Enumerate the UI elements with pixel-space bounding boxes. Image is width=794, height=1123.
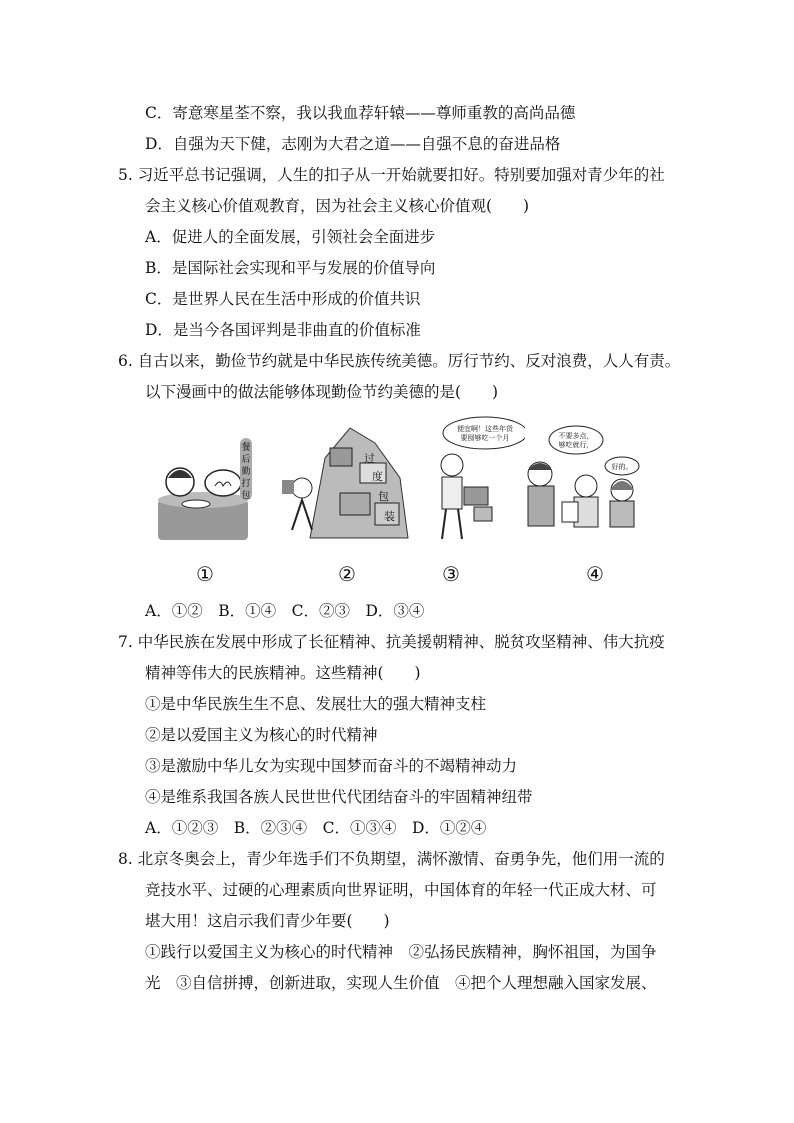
q8-stem-line2: 竞技水平、过硬的心理素质向世界证明，中国体育的年轻一代正成大材、可 [145,881,657,899]
q6-stem-line2: 以下漫画中的做法能够体现勤俭节约美德的是( ) [145,383,499,401]
q7-stem-line1: 7. 中华民族在发展中形成了长征精神、抗美援朝精神、脱贫攻坚精神、伟大抗疫 [118,633,665,651]
comic-4-bubble2-text: 好的。 [611,463,633,471]
q4-option-d: D．自强为天下健，志刚为大君之道——自强不息的奋进品格 [145,135,561,153]
comic-label-3: ③ [442,562,460,586]
q6-comic-strip [150,410,650,586]
comic-4-bubble1-line2: 够吃就行， [558,441,594,449]
q5-option-b: B．是国际社会实现和平与发展的价值导向 [145,259,436,277]
q5-stem-line1: 5. 习近平总书记强调，人生的扣子从一开始就要扣好。特别要加强对青少年的社 [118,166,665,184]
comic-2-word-guo: 过 [364,452,375,465]
q7-item-4: ④是维系我国各族人民世世代代团结奋斗的牢固精神纽带 [145,788,533,806]
q7-options: A．①②③ B．②③④ C．①③④ D．①②④ [145,819,487,837]
comic-4-ordering-image [518,424,643,542]
q6-stem-line1: 6. 自古以来，勤俭节约就是中华民族传统美德。厉行节约、反对浪费，人人有责。 [118,352,681,370]
comic-3-hoarding-image [430,415,525,543]
q5-option-c: C．是世界人民在生活中形成的价值共识 [145,290,421,308]
q8-items-line2: 光 ③自信拼搏，创新进取，实现人生价值 ④把个人理想融入国家发展、 [145,974,657,992]
comic-2-word-bao: 包 [378,490,389,503]
q8-items-line1: ①践行以爱国主义为核心的时代精神 ②弘扬民族精神，胸怀祖国，为国争 [145,943,657,961]
comic-label-2: ② [338,562,356,586]
q8-stem-line3: 堪大用！这启示我们青少年要( ) [145,912,390,930]
q8-stem-line1: 8. 北京冬奥会上，青少年选手们不负期望，满怀激情、奋勇争先，他们用一流的 [118,850,665,868]
comic-2-word-zhuang: 装 [384,510,395,523]
comic-label-1: ① [196,562,214,586]
comic-label-4: ④ [586,562,604,586]
comic-1-sign-char: 打 [241,479,251,489]
comic-4-bubble1-line1: 不要多点， [558,432,594,440]
comic-1-sign-char: 勤 [241,467,251,477]
q7-item-1: ①是中华民族生生不息、发展壮大的强大精神支柱 [145,695,487,713]
q5-option-a: A．促进人的全面发展，引领社会全面进步 [145,228,436,246]
comic-2-packaging-image [280,418,415,543]
comic-1-sign-char: 后 [241,455,251,465]
q7-item-3: ③是激励中华儿女为实现中国梦而奋斗的不竭精神动力 [145,757,518,775]
q7-item-2: ②是以爱国主义为核心的时代精神 [145,726,378,744]
comic-1-sign-char: 餐 [241,443,251,453]
q5-option-d: D．是当今各国评判是非曲直的价值标准 [145,321,421,339]
comic-2-word-du: 度 [372,470,383,483]
comic-1-sign-char: 包 [241,491,251,501]
comic-3-bubble-line2: 要囤够吃一个月 [460,434,510,442]
q7-stem-line2: 精神等伟大的民族精神。这些精神( ) [145,664,421,682]
q5-stem-line2: 会主义核心价值观教育，因为社会主义核心价值观( ) [145,197,530,215]
q4-option-c: C．寄意寒星荃不察，我以我血荐轩辕——尊师重教的高尚品德 [145,104,576,122]
comic-1-dining-image [158,438,253,543]
comic-3-bubble-line1: 便宜啊！这些年货 [457,425,513,433]
q6-options: A．①② B．①④ C．②③ D．③④ [145,602,425,620]
